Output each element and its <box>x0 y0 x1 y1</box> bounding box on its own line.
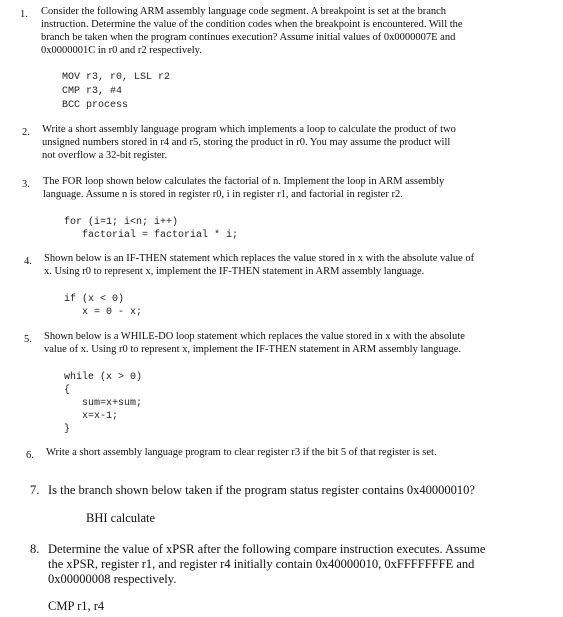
question-text-line: the xPSR, register r1, and register r4 initially contain 0x40000010, 0xFFFFFFFE and <box>48 557 475 571</box>
question-number: 6. <box>26 450 34 461</box>
question-text-line: instruction. Determine the value of the condition codes when the breakpoint is encountered. Will the <box>41 19 463 30</box>
question-text-line: language. Assume n is stored in register r0, i in register r1, and factorial in register r2. <box>43 189 403 200</box>
code-line: CMP r1, r4 <box>48 599 105 613</box>
question-text-line: branch be taken when the program continues execution? Assume initial values of 0x0000007E and <box>41 32 456 43</box>
code-line: factorial = factorial * i; <box>64 230 239 241</box>
question-text-line: Determine the value of xPSR after the following compare instruction executes. Assume <box>48 542 486 556</box>
code-line: BCC process <box>62 100 129 111</box>
code-line: { <box>64 385 71 396</box>
code-line: for (i=1; i<n; i++) <box>64 217 179 228</box>
question-text-line: Consider the following ARM assembly language code segment. A breakpoint is set at the branch <box>41 6 447 17</box>
question-text-line: value of x. Using r0 to represent x, implement the IF-THEN statement in ARM assembly language. <box>44 344 461 355</box>
question-number: 5. <box>24 334 32 345</box>
question-text-line: The FOR loop shown below calculates the factorial of n. Implement the loop in ARM assembly <box>43 176 445 187</box>
question-text-line: x. Using r0 to represent x, implement the IF-THEN statement in ARM assembly language. <box>44 266 425 277</box>
question-text-line: Is the branch shown below taken if the program status register contains 0x40000010? <box>48 483 475 497</box>
question-number: 1. <box>20 9 28 20</box>
question-number: 4. <box>24 256 32 267</box>
question-text-line: Write a short assembly language program which implements a loop to calculate the product of two <box>42 124 456 135</box>
question-text-line: Shown below is an IF-THEN statement which replaces the value stored in x with the absolute value of <box>44 253 475 264</box>
code-line: MOV r3, r0, LSL r2 <box>62 72 171 83</box>
code-line: sum=x+sum; <box>64 398 143 409</box>
question-text-line: 0x0000001C in r0 and r2 respectively. <box>41 45 202 56</box>
question-number: 8. <box>30 542 40 556</box>
question-text-line: 0x00000008 respectively. <box>48 572 177 586</box>
question-number: 2. <box>22 127 30 138</box>
question-number: 3. <box>22 179 30 190</box>
code-line: x = 0 - x; <box>64 307 143 318</box>
question-text-line: Write a short assembly language program to clear register r3 if the bit 5 of that register is set. <box>46 447 437 458</box>
code-line: } <box>64 424 71 435</box>
code-line: while (x > 0) <box>64 372 143 383</box>
code-line: if (x < 0) <box>64 294 125 305</box>
question-text-line: not overflow a 32-bit register. <box>42 150 168 161</box>
question-number: 7. <box>30 483 40 497</box>
code-line: BHI calculate <box>86 511 156 525</box>
question-text-line: Shown below is a WHILE-DO loop statement which replaces the value stored in x with the absolute <box>44 331 465 342</box>
code-line: x=x-1; <box>64 411 119 422</box>
code-line: CMP r3, #4 <box>62 86 123 97</box>
question-text-line: unsigned numbers stored in r4 and r5, storing the product in r0. You may assume the product will <box>42 137 451 148</box>
